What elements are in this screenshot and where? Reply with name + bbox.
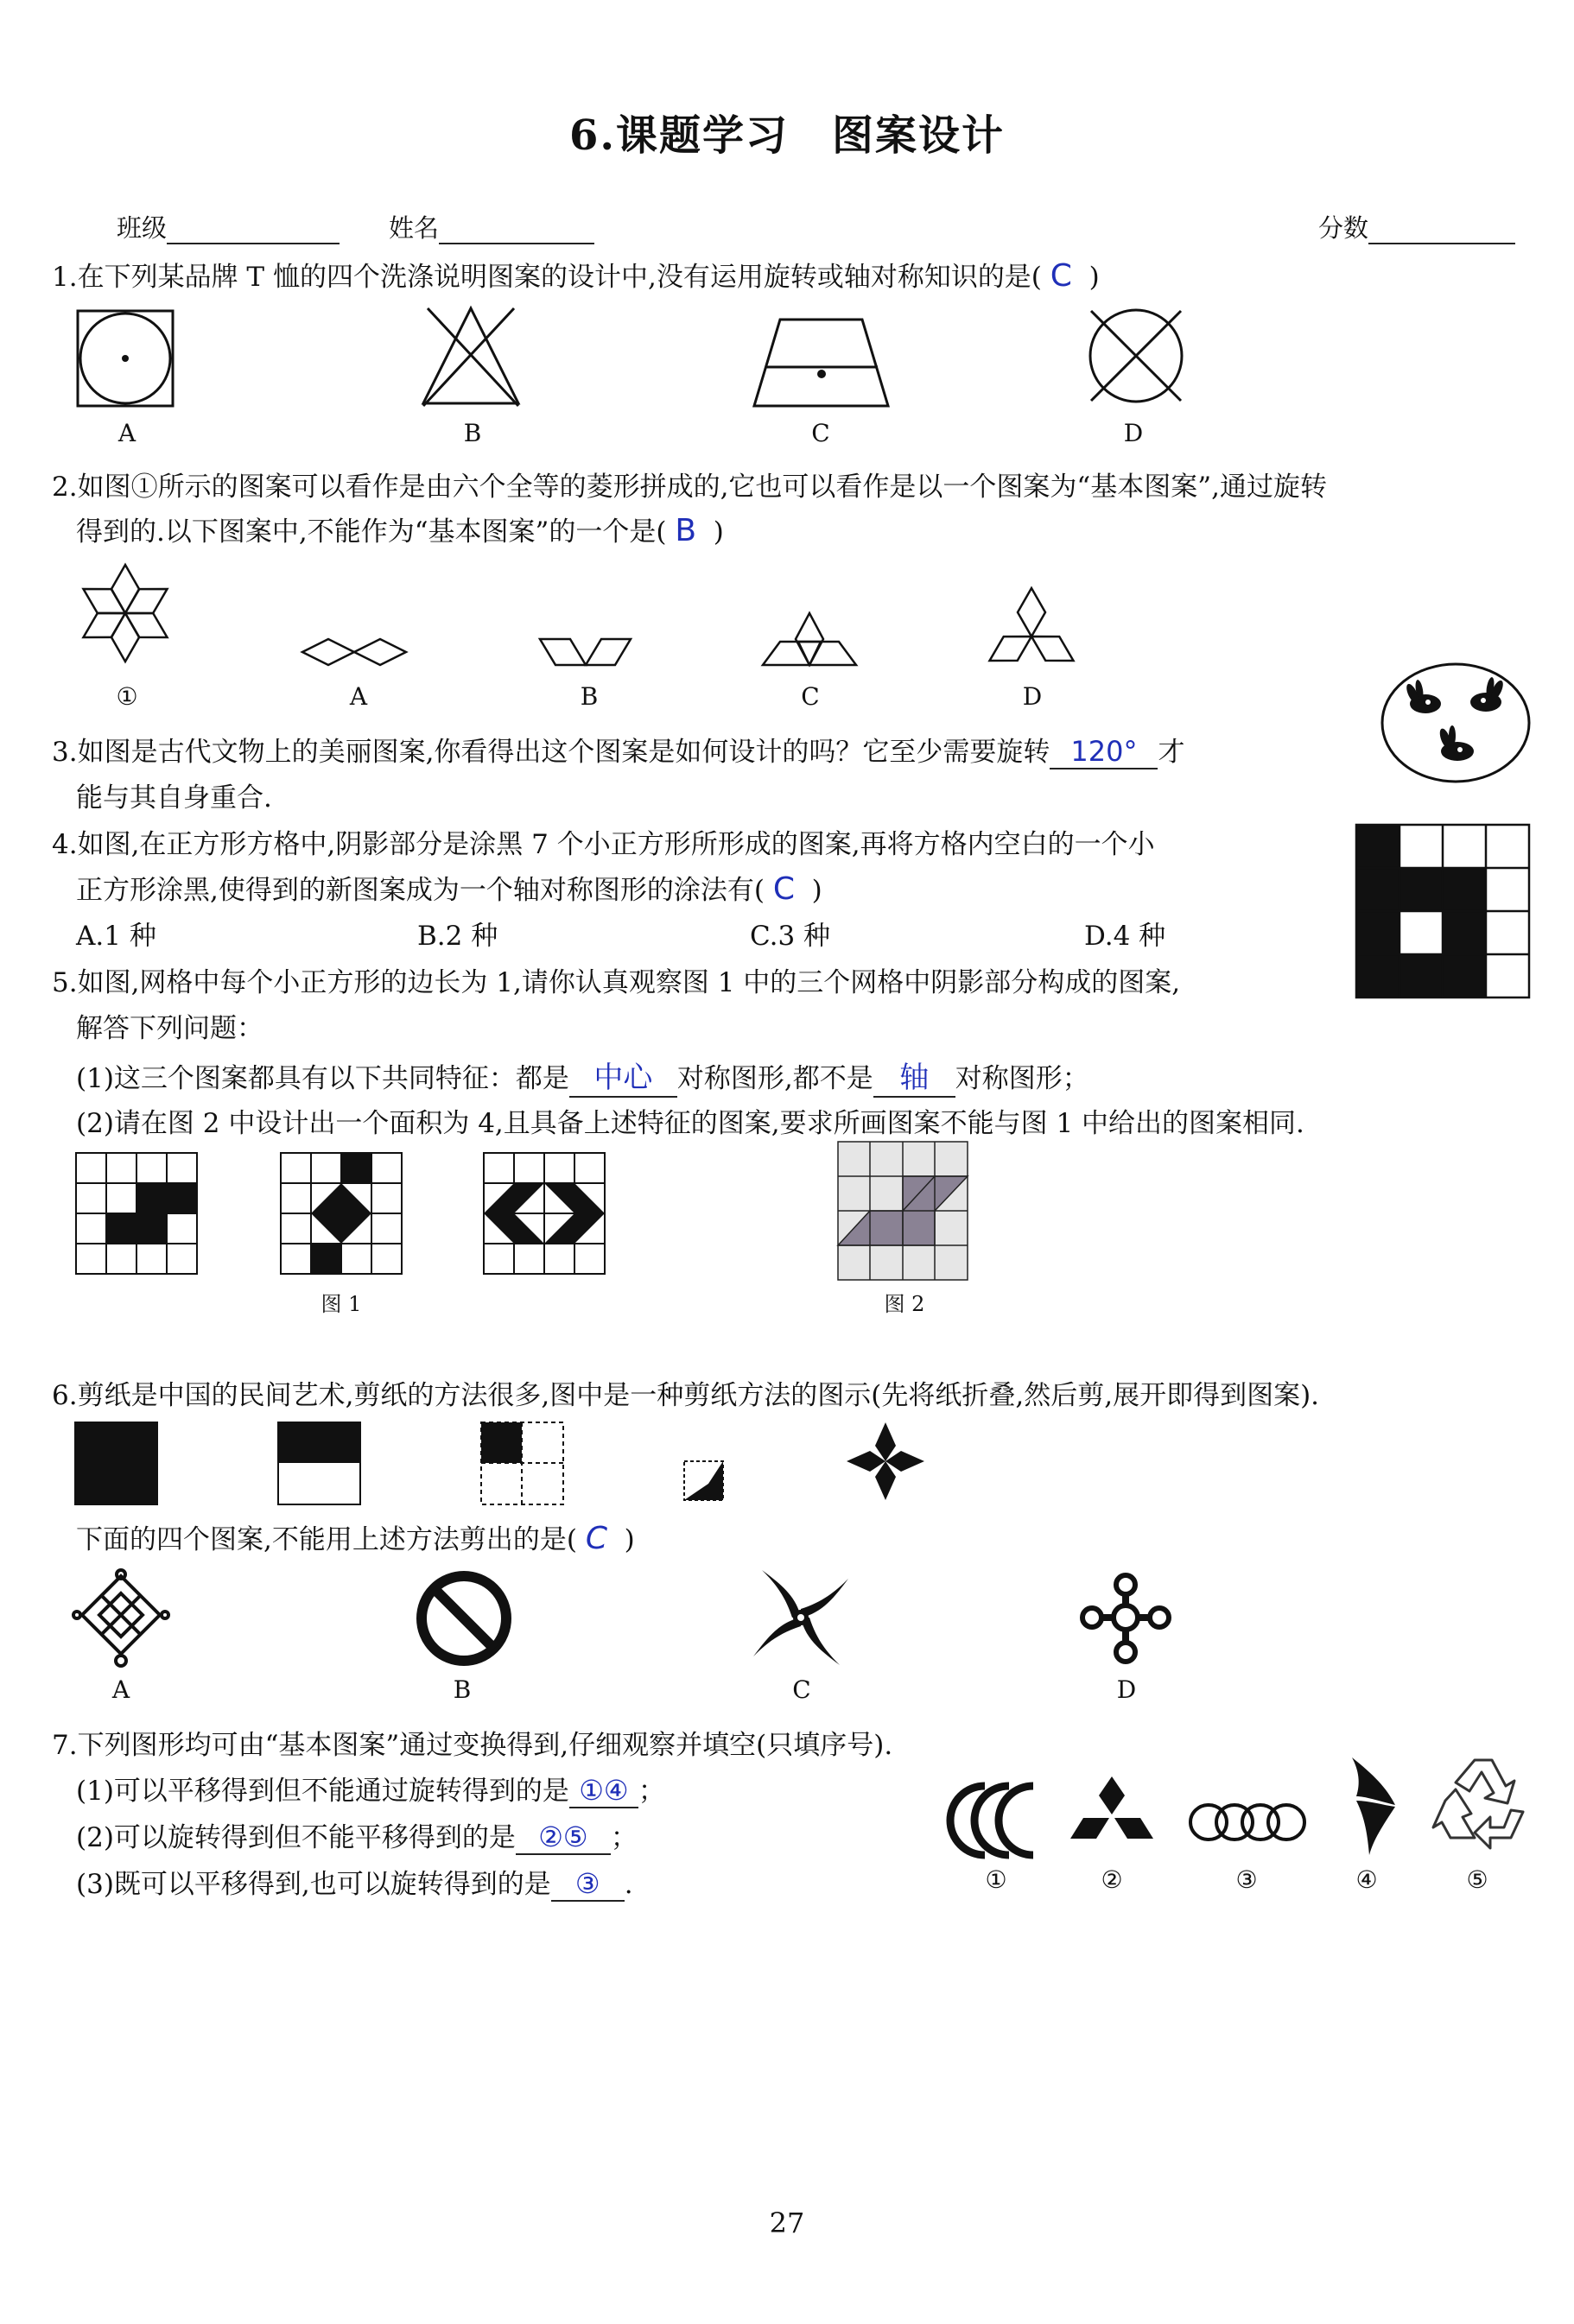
q1-paren: ) (1088, 262, 1100, 293)
q4-choice-c[interactable]: C.3 种 (750, 921, 831, 952)
q4-line1: 4.如图,在正方形方格中,阴影部分是涂黑 7 个小正方形所形成的图案,再将方格内空白的一个小 (52, 829, 1155, 860)
class-label: 班级 (117, 213, 168, 243)
q2-label-a: A (349, 682, 368, 711)
q7-line1: 7.下列图形均可由“基本图案”通过变换得到,仔细观察并填空(只填序号). (52, 1730, 893, 1761)
q2-option-a-figure (298, 635, 415, 669)
q4-answer: C (772, 871, 795, 907)
q6-paper-step-3 (479, 1421, 566, 1507)
q7-answer1-blank[interactable] (569, 1774, 638, 1808)
q1-option-d-figure (1084, 304, 1188, 408)
q7-sub2-tail: ； (610, 1822, 638, 1853)
q7-figure-3-rings (1188, 1796, 1309, 1848)
q5-answer2: 轴 (899, 1061, 930, 1095)
q7-sub3-tail: . (624, 1869, 633, 1900)
q7-figure-1-crescents (950, 1779, 1041, 1861)
q5-answer2-blank[interactable] (873, 1054, 955, 1098)
q4-choice-b[interactable]: B.2 种 (417, 921, 498, 952)
class-blank[interactable] (167, 213, 340, 244)
q1-answer: C (1050, 258, 1072, 294)
q7-label-5: ⑤ (1466, 1865, 1488, 1894)
q6-paper-step-4-cut (682, 1460, 726, 1503)
q5-sub1 (76, 1054, 1089, 1098)
header-score (1318, 209, 1515, 244)
q6-paren: ) (624, 1524, 635, 1555)
q1-label-d: D (1123, 419, 1144, 447)
q5-fig1-grid-3 (484, 1153, 606, 1276)
q5-line2: 解答下列问题： (76, 1013, 263, 1044)
q7-sub2-stem: (2)可以旋转得到但不能平移得到的是 (76, 1822, 516, 1853)
name-label: 姓名 (389, 213, 440, 243)
q5-fig1-grid-1 (76, 1153, 199, 1276)
q2-answer: B (675, 513, 697, 548)
q2-option-c-figure (758, 609, 860, 669)
q4-grid-figure (1356, 825, 1529, 997)
q6-paper-step-2 (276, 1421, 363, 1507)
q6-answer: C (585, 1521, 607, 1556)
q2-option-d-figure (981, 583, 1082, 669)
q7-sub2 (76, 1815, 638, 1855)
q5-sub1-mid: 对称图形,都不是 (676, 1063, 873, 1094)
q6-label-c: C (792, 1675, 811, 1704)
page-title: 6.课题学习 图案设计 (568, 111, 1006, 160)
score-blank[interactable] (1368, 213, 1515, 244)
q5-sub1-tail: 对称图形； (955, 1063, 1089, 1094)
q2-line1: 2.如图①所示的图案可以看作是由六个全等的菱形拼成的,它也可以看作是以一个图案为“基本图案”,通过旋转 (52, 472, 1327, 503)
q1-label-a: A (117, 419, 136, 447)
q5-answer1: 中心 (593, 1061, 653, 1095)
q7-figure-5-recycle (1421, 1753, 1529, 1857)
q5-answer1-blank[interactable] (569, 1054, 677, 1098)
q3-answer-blank[interactable] (1050, 735, 1158, 769)
q1-label-b: B (463, 419, 482, 447)
q6-label-a: A (111, 1675, 130, 1704)
q4-choice-a[interactable]: A.1 种 (76, 921, 156, 952)
q3-line1 (52, 730, 1184, 769)
q7-label-3: ③ (1235, 1865, 1258, 1894)
q3-stem: 3.如图是古代文物上的美丽图案,你看得出这个图案是如何设计的吗？它至少需要旋转 (52, 737, 1050, 768)
q7-answer2: ②⑤ (538, 1821, 588, 1853)
q6-label-b: B (453, 1675, 472, 1704)
q5-fig2-label: 图 2 (884, 1292, 925, 1316)
q7-answer2-blank[interactable] (516, 1821, 611, 1855)
q5-sub2: (2)请在图 2 中设计出一个面积为 4,且具备上述特征的图案,要求所画图案不能与图 1 中给出的图案相同. (76, 1108, 1304, 1139)
q7-answer3: ③ (574, 1867, 600, 1900)
q2-label-b: B (580, 682, 599, 711)
q7-answer1: ①④ (579, 1774, 629, 1807)
q7-label-1: ① (985, 1865, 1007, 1894)
header-name (389, 209, 594, 244)
score-label: 分数 (1318, 213, 1369, 243)
q6-option-c-pinwheel (745, 1561, 857, 1674)
q3-line2: 能与其自身重合. (76, 782, 272, 814)
q3-rabbit-medallion-figure (1378, 661, 1533, 786)
q5-fig2-answer-grid[interactable] (838, 1142, 969, 1282)
q7-label-4: ④ (1355, 1865, 1378, 1894)
q6-paper-step-1 (73, 1421, 160, 1507)
q1-label-c: C (811, 419, 830, 447)
q2-stem: 得到的.以下图案中,不能作为“基本图案”的一个是( (76, 516, 667, 548)
q6-result-pattern (845, 1421, 927, 1503)
q6-option-d-flower (1078, 1567, 1173, 1671)
q7-label-2: ② (1101, 1865, 1123, 1894)
q2-label-d: D (1022, 682, 1043, 711)
page-number: 27 (769, 2207, 805, 2239)
q1-option-a-figure (76, 309, 175, 408)
q7-sub3 (76, 1862, 633, 1902)
header-class (117, 209, 340, 244)
q6-stem: 下面的四个图案,不能用上述方法剪出的是( (76, 1524, 577, 1555)
q7-answer3-blank[interactable] (551, 1867, 625, 1902)
q4-choice-d[interactable]: D.4 种 (1084, 921, 1166, 952)
q3-tail: 才 (1158, 737, 1185, 768)
q5-sub1-stem: (1)这三个图案都具有以下共同特征：都是 (76, 1063, 569, 1094)
q1-option-c-figure (750, 315, 892, 410)
q2-option-b-figure (536, 635, 635, 669)
q7-sub1 (76, 1769, 665, 1808)
q6-option-a-knot (73, 1567, 168, 1671)
q4-paren: ) (811, 875, 822, 906)
q4-stem: 正方形涂黑,使得到的新图案成为一个轴对称图形的涂法有( (76, 875, 765, 906)
q6-label-d: D (1116, 1675, 1137, 1704)
q1-text (52, 255, 1100, 294)
q6-line1: 6.剪纸是中国的民间艺术,剪纸的方法很多,图中是一种剪纸方法的图示(先将纸折叠,然后剪,展开即得到图案). (52, 1380, 1320, 1411)
q2-line2 (76, 510, 724, 548)
q2-figure-1-star (76, 557, 175, 669)
q2-label-1: ① (116, 682, 138, 711)
q5-fig1-label: 图 1 (321, 1292, 362, 1316)
q1-option-b-figure (419, 304, 523, 408)
q3-answer: 120° (1070, 735, 1138, 768)
q2-label-c: C (801, 682, 820, 711)
q6-option-b-no-sign (413, 1567, 515, 1669)
q5-fig1-grid-2 (281, 1153, 403, 1276)
q6-line2 (76, 1517, 635, 1556)
q1-stem: 1.在下列某品牌 T 恤的四个洗涤说明图案的设计中,没有运用旋转或轴对称知识的是( (52, 262, 1042, 293)
name-blank[interactable] (439, 213, 594, 244)
q2-paren: ) (713, 516, 724, 548)
q7-sub1-tail: ； (638, 1776, 665, 1807)
q7-sub3-stem: (3)既可以平移得到,也可以旋转得到的是 (76, 1869, 551, 1900)
q5-line1: 5.如图,网格中每个小正方形的边长为 1,请你认真观察图 1 中的三个网格中阴影部分构成的图案, (52, 967, 1181, 998)
q7-figure-2-diamonds (1064, 1775, 1159, 1861)
q4-line2 (76, 868, 822, 907)
q7-sub1-stem: (1)可以平移得到但不能通过旋转得到的是 (76, 1776, 569, 1807)
q7-figure-4-blades (1335, 1753, 1404, 1861)
